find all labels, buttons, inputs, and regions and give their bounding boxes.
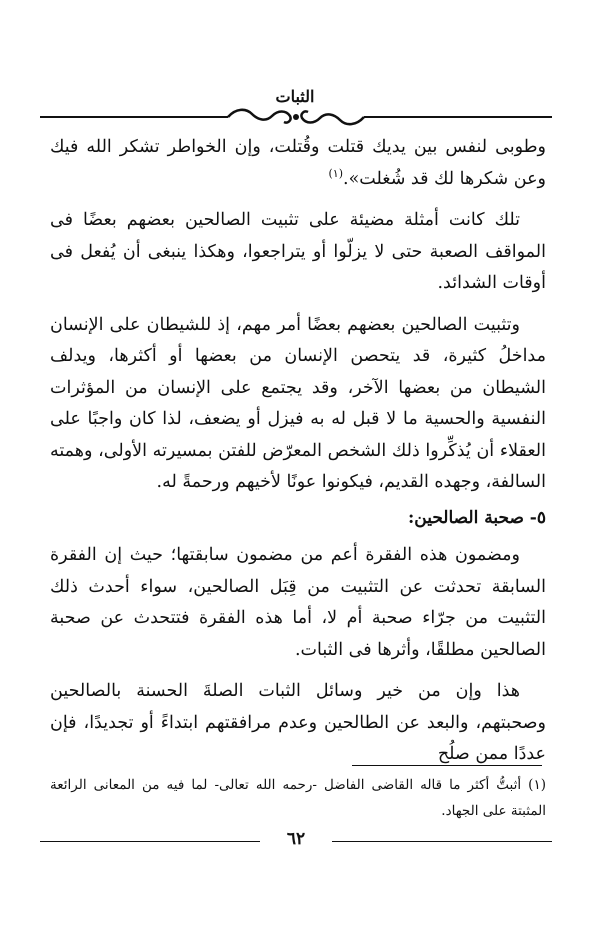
paragraph-2: تلك كانت أمثلة مضيئة على تثبيت الصالحين بعضهم بعضًا فى المواقف الصعبة حتى لا يزلّوا أو يتراجعوا، وهكذا ينبغى أن يُفعل فى أوقات الشدائد.	[50, 210, 546, 293]
paragraph-5: هذا وإن من خير وسائل الثبات الصلةَ الحسنة بالصالحين وصحبتهم، والبعد عن الطالحين وعدم مرافقتهم ابتداءً أو تجديدًا، فإن عددًا ممن صلُح	[50, 681, 546, 764]
footnote-reference: (١)	[328, 166, 343, 180]
running-header-title: الثبات	[275, 87, 315, 106]
paragraph-4: ومضمون هذه الفقرة أعم من مضمون سابقتها؛ حيث إن الفقرة السابقة تحدثت عن التثبيت من قِبَل الصالحين، سواء أحدث ذلك التثبيت من جرّاء صحبة أم لا، أما هذه الفقرة فتتحدث عن صحبة الصالحين مطلقًا، وأثرها فى الثبات.	[50, 545, 546, 660]
footer-rule-right	[332, 841, 552, 842]
paragraph-3: وتثبيت الصالحين بعضهم بعضًا أمر مهم، إذ للشيطان على الإنسان مداخلُ كثيرة، قد يتحصن الإنسان من بعضها أو أكثرها، ويدلف الشيطان من بعضها الآخر، وقد يجتمع على الإنسان من المؤثرات النفسية والحسية ما لا قبل له به فيزل أو يضعف، لذا كان واجبًا على العقلاء أن يُذكِّروا ذلك الشخص المعرّض للفتن بمسيرته الأولى، وهمته السالفة، وجهده القديم، فيكونوا عونًا لأخيهم ورحمةً له.	[50, 314, 546, 492]
paragraph-1	[50, 132, 546, 195]
footnote-divider	[352, 765, 542, 766]
paragraph-1-text: وطوبى لنفس بين يديك قتلت وقُتلت، وإن الخواطر تشكر الله فيك وعن شكرها لك قد شُغلت».	[50, 137, 546, 189]
main-text	[50, 132, 546, 771]
page-footer	[40, 829, 552, 855]
page-number: ٦٢	[286, 829, 306, 849]
section-heading: ٥- صحبة الصالحين:	[407, 507, 546, 528]
footnote-text: (١) أثبتُّ أكثر ما قاله القاضى الفاضل -رحمه الله تعالى- لما فيه من المعانى الرائعة المثبتة على الجهاد.	[50, 777, 546, 819]
header-ornament-rule	[40, 104, 552, 130]
footnote	[50, 772, 546, 824]
